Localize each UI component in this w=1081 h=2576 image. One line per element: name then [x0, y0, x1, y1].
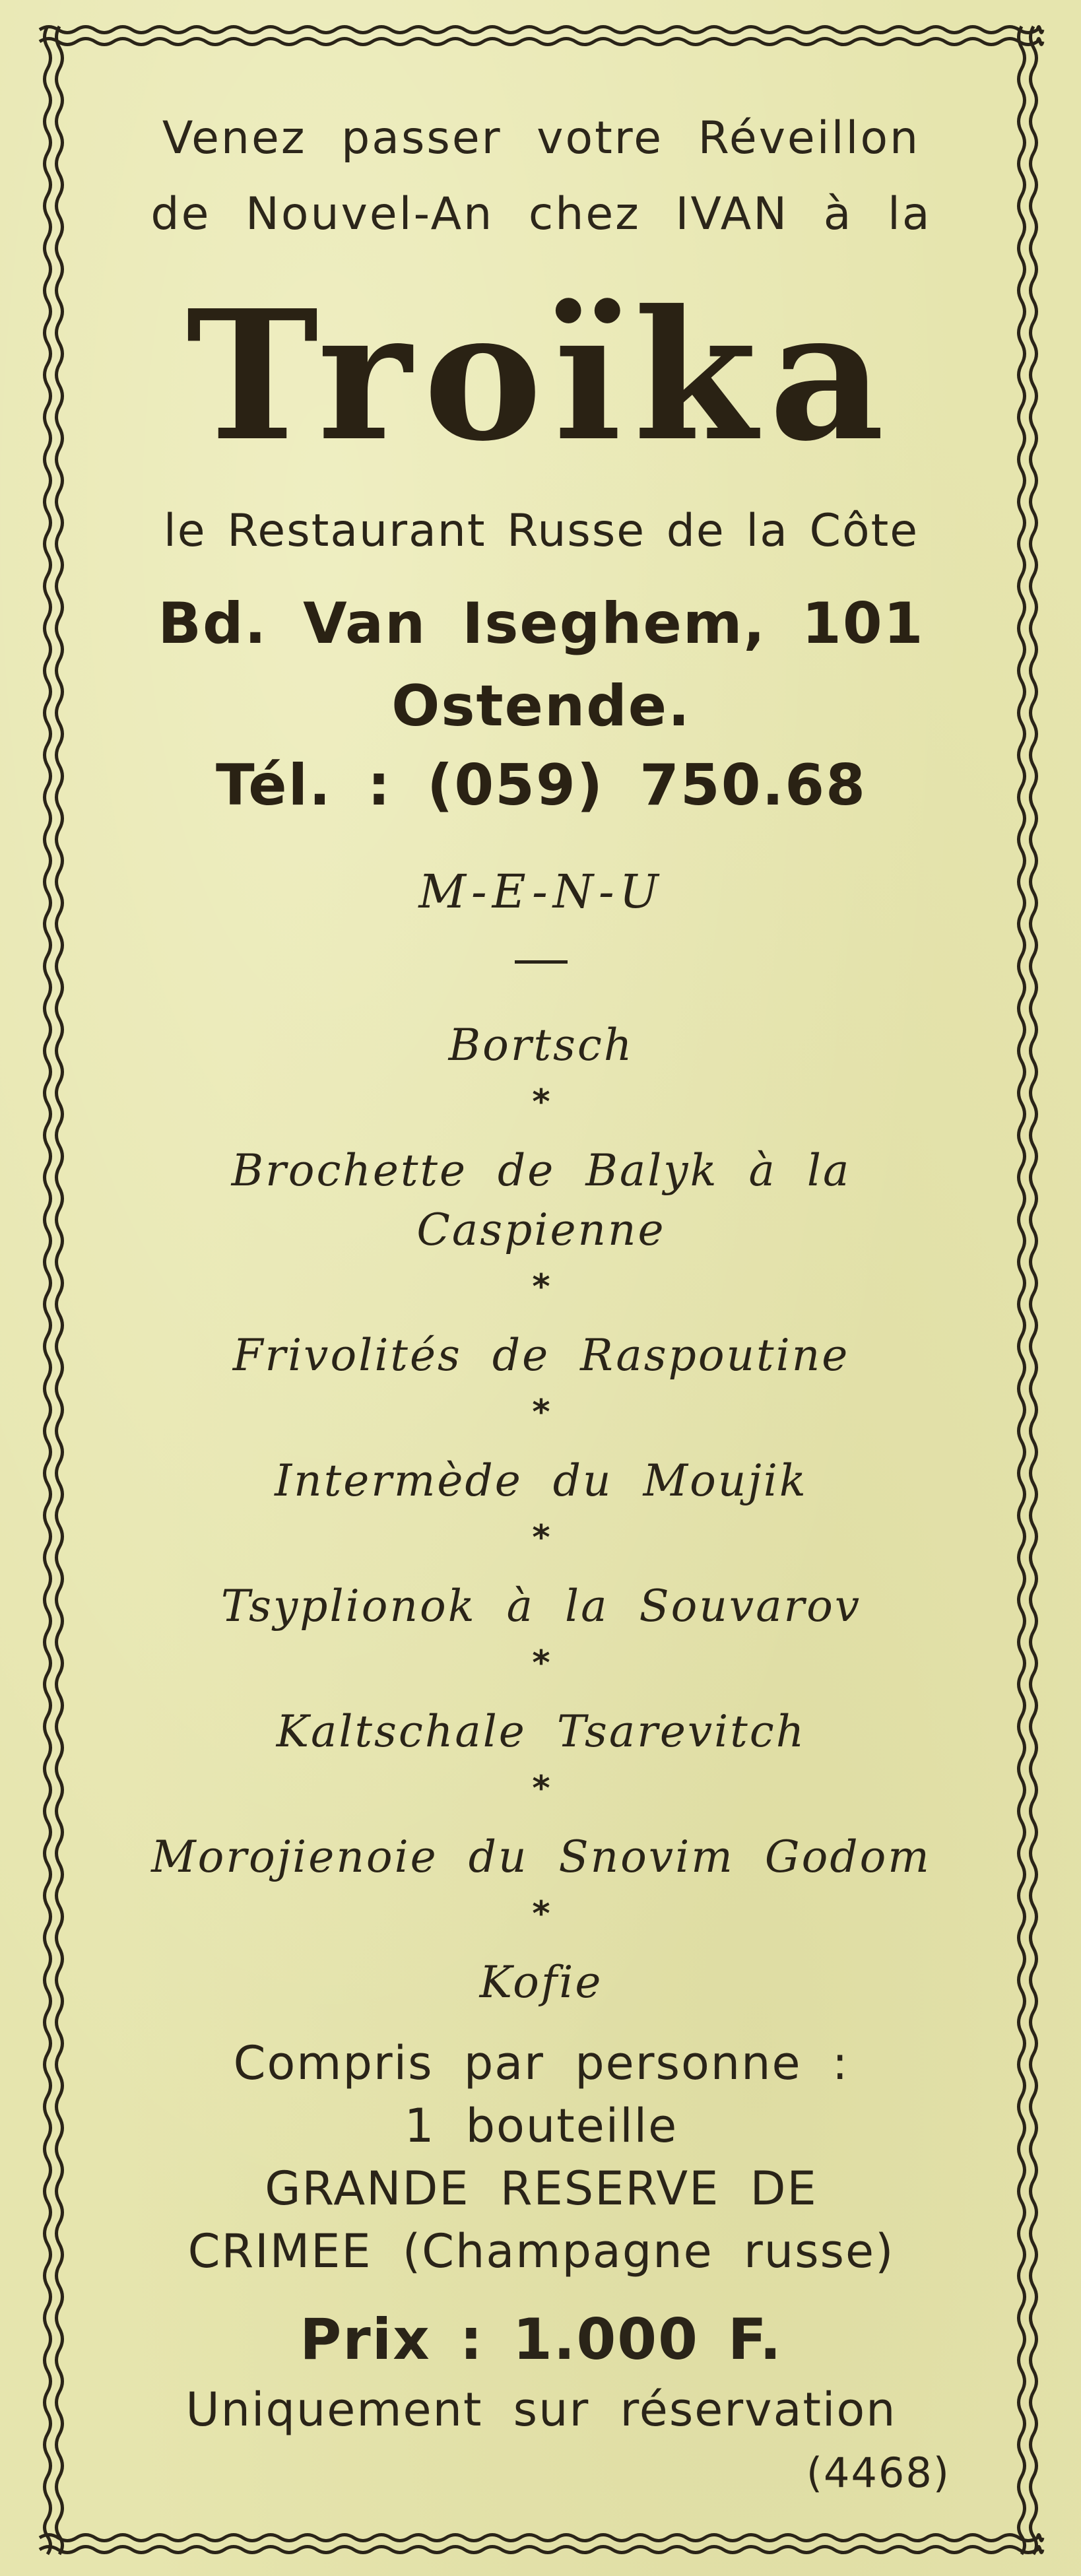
menu-heading-rule: [515, 960, 568, 964]
menu-separator: *: [532, 1643, 550, 1683]
menu-item-kofie: Kofie: [479, 1957, 603, 2008]
price: Prix : 1.000 F.: [300, 2307, 783, 2373]
restaurant-name: Troïka: [185, 271, 897, 480]
menu-heading: M-E-N-U: [418, 865, 664, 919]
menu-separator: *: [532, 1894, 550, 1934]
included-line-4: CRIMEE (Champagne russe): [187, 2224, 895, 2278]
menu-item-bortsch: Bortsch: [448, 1020, 634, 1071]
menu-item-brochette-cont: Caspienne: [416, 1205, 666, 1255]
intro-line-1: Venez passer votre Réveillon: [162, 112, 921, 164]
menu-separator: *: [532, 1769, 550, 1808]
menu-separator: *: [532, 1082, 550, 1122]
menu-item-brochette: Brochette de Balyk à la: [231, 1145, 851, 1196]
menu-separator: *: [532, 1393, 550, 1432]
menu-separator: *: [532, 1267, 550, 1307]
restaurant-tagline: le Restaurant Russe de la Côte: [163, 505, 919, 557]
address-city: Ostende.: [391, 673, 691, 739]
reservation-note: Uniquement sur réservation: [185, 2383, 897, 2437]
menu-item-frivolites: Frivolités de Raspoutine: [232, 1330, 850, 1381]
included-line-2: 1 bouteille: [404, 2099, 678, 2153]
menu-item-tsyplionok: Tsyplionok à la Souvarov: [220, 1581, 862, 1632]
intro-line-2: de Nouvel-An chez IVAN à la: [150, 188, 932, 240]
included-line-1: Compris par personne :: [233, 2036, 849, 2090]
included-line-3: GRANDE RESERVE DE: [265, 2162, 818, 2216]
address-phone: Tél. : (059) 750.68: [216, 752, 867, 818]
menu-item-morojienoie: Morojienoie du Snovim Godom: [151, 1832, 931, 1882]
menu-item-intermede: Intermède du Moujik: [275, 1455, 808, 1506]
menu-separator: *: [532, 1518, 550, 1558]
address-street: Bd. Van Iseghem, 101: [158, 591, 925, 657]
ad-reference-number: (4468): [806, 2449, 950, 2497]
menu-item-kaltschale: Kaltschale Tsarevitch: [276, 1706, 806, 1757]
